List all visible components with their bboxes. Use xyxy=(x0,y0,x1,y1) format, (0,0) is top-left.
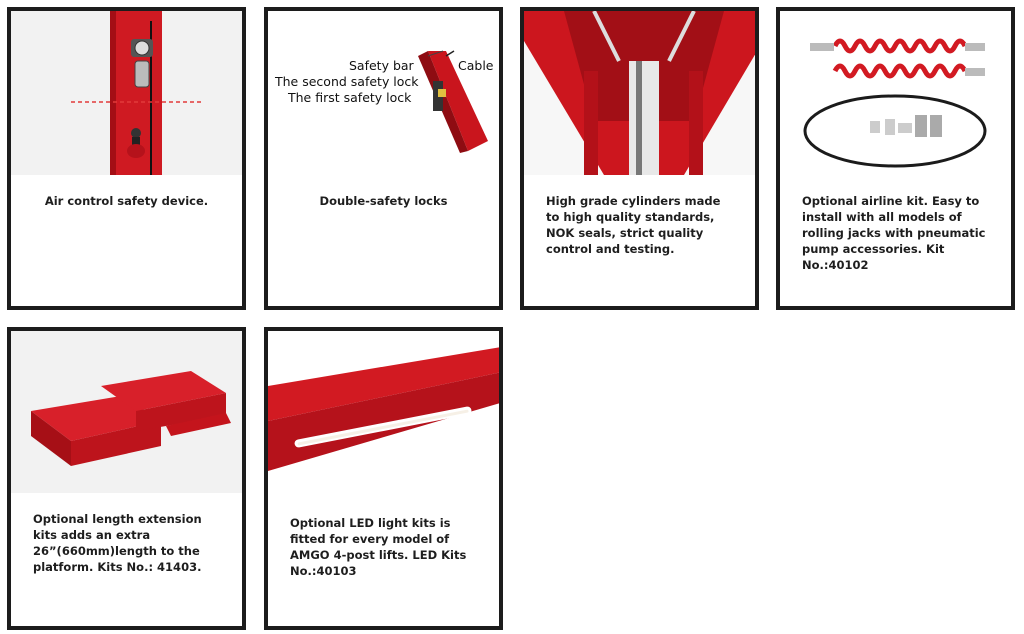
card-caption: High grade cylinders made to high quality standards, NOK seals, strict quality control and testing. xyxy=(546,194,721,256)
safety-bar-label: Safety bar xyxy=(349,58,414,73)
air-control-image xyxy=(11,11,242,175)
air-control-illustration xyxy=(11,11,242,175)
feature-card-air-control xyxy=(7,7,246,310)
extension-kits-illustration xyxy=(11,331,242,493)
feature-card-cylinders xyxy=(520,7,759,310)
card-caption: Optional airline kit. Easy to install with all models of rolling jacks with pneumatic pump accessories. Kit No.:40102 xyxy=(802,194,986,272)
card-caption: Air control safety device. xyxy=(44,194,209,208)
card-caption: Optional LED light kits is fitted for every model of AMGO 4-post lifts. LED Kits No.:40103 xyxy=(290,516,467,578)
feature-card-safety-locks xyxy=(264,7,503,310)
led-kits-illustration xyxy=(268,331,499,493)
card-caption: Optional length extension kits adds an extra 26”(660mm)length to the platform. Kits No.: 41403. xyxy=(33,512,202,574)
led-kits-image xyxy=(268,331,499,493)
airline-kit-image xyxy=(780,11,1011,175)
card-caption: Double-safety locks xyxy=(319,194,448,208)
safety-locks-image xyxy=(268,11,499,175)
feature-card-led-kits xyxy=(264,327,503,630)
extension-kits-image xyxy=(11,331,242,493)
feature-card-airline-kit xyxy=(776,7,1015,310)
second-safety-lock-label: The second safety lock xyxy=(275,74,419,89)
first-safety-lock-label: The first safety lock xyxy=(288,90,412,105)
feature-card-extension-kits xyxy=(7,327,246,630)
cylinders-illustration xyxy=(524,11,755,175)
airline-kit-illustration xyxy=(780,11,1011,175)
cylinders-image xyxy=(524,11,755,175)
cable-label: Cable xyxy=(458,58,494,73)
